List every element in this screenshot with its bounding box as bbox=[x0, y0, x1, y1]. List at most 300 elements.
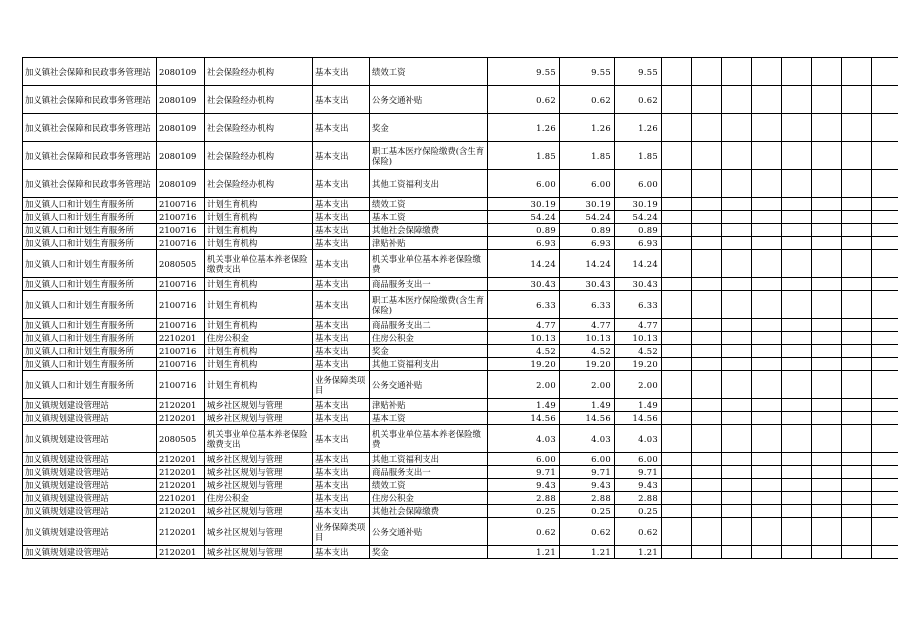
fiscal-amount-cell: 14.24 bbox=[615, 250, 662, 278]
unit-cell: 加义镇人口和计划生育服务所 bbox=[23, 198, 157, 211]
empty-cell bbox=[752, 114, 782, 142]
empty-cell bbox=[782, 291, 812, 319]
empty-cell bbox=[782, 453, 812, 466]
empty-cell bbox=[842, 518, 872, 546]
amount-cell: 6.00 bbox=[560, 170, 615, 198]
empty-cell bbox=[782, 278, 812, 291]
empty-cell bbox=[782, 224, 812, 237]
fiscal-amount-cell: 0.89 bbox=[615, 224, 662, 237]
function-category-cell: 计划生育机构 bbox=[205, 291, 313, 319]
unit-cell: 加义镇社会保障和民政事务管理站 bbox=[23, 170, 157, 198]
empty-cell bbox=[842, 250, 872, 278]
fiscal-amount-cell: 0.25 bbox=[615, 505, 662, 518]
fiscal-amount-cell: 1.26 bbox=[615, 114, 662, 142]
amount-cell: 4.77 bbox=[560, 319, 615, 332]
unit-cell: 加义镇规划建设管理站 bbox=[23, 412, 157, 425]
empty-cell bbox=[692, 170, 722, 198]
function-code-cell: 2120201 bbox=[157, 479, 205, 492]
empty-cell bbox=[842, 546, 872, 559]
empty-cell bbox=[722, 412, 752, 425]
empty-cell bbox=[692, 319, 722, 332]
empty-cell bbox=[872, 518, 898, 546]
empty-cell bbox=[812, 332, 842, 345]
expense-type-cell: 基本支出 bbox=[313, 250, 370, 278]
empty-cell bbox=[842, 466, 872, 479]
empty-cell bbox=[692, 332, 722, 345]
empty-cell bbox=[872, 425, 898, 453]
empty-cell bbox=[752, 319, 782, 332]
empty-cell bbox=[692, 291, 722, 319]
empty-cell bbox=[722, 278, 752, 291]
empty-cell bbox=[842, 114, 872, 142]
table-row bbox=[23, 170, 898, 198]
empty-cell bbox=[722, 345, 752, 358]
unit-cell: 加义镇规划建设管理站 bbox=[23, 518, 157, 546]
empty-cell bbox=[752, 518, 782, 546]
function-category-cell: 机关事业单位基本养老保险缴费支出 bbox=[205, 250, 313, 278]
total-amount-cell: 0.25 bbox=[488, 505, 560, 518]
total-amount-cell: 6.00 bbox=[488, 453, 560, 466]
empty-cell bbox=[692, 518, 722, 546]
empty-cell bbox=[722, 453, 752, 466]
function-category-cell: 社会保险经办机构 bbox=[205, 58, 313, 86]
function-code-cell: 2120201 bbox=[157, 546, 205, 559]
empty-cell bbox=[842, 278, 872, 291]
empty-cell bbox=[662, 492, 692, 505]
expense-type-cell: 基本支出 bbox=[313, 399, 370, 412]
empty-cell bbox=[842, 58, 872, 86]
table-row bbox=[23, 211, 898, 224]
expense-item-cell: 其他工资福利支出 bbox=[370, 453, 488, 466]
function-code-cell: 2080109 bbox=[157, 58, 205, 86]
fiscal-amount-cell: 2.88 bbox=[615, 492, 662, 505]
expense-type-cell: 基本支出 bbox=[313, 142, 370, 170]
amount-cell: 1.26 bbox=[560, 114, 615, 142]
total-amount-cell: 0.62 bbox=[488, 86, 560, 114]
function-code-cell: 2080505 bbox=[157, 250, 205, 278]
unit-cell: 加义镇规划建设管理站 bbox=[23, 466, 157, 479]
expense-item-cell: 奖金 bbox=[370, 345, 488, 358]
empty-cell bbox=[842, 453, 872, 466]
empty-cell bbox=[782, 114, 812, 142]
unit-cell: 加义镇规划建设管理站 bbox=[23, 505, 157, 518]
empty-cell bbox=[722, 237, 752, 250]
empty-cell bbox=[812, 466, 842, 479]
function-category-cell: 社会保险经办机构 bbox=[205, 86, 313, 114]
function-category-cell: 计划生育机构 bbox=[205, 278, 313, 291]
amount-cell: 6.93 bbox=[560, 237, 615, 250]
expense-type-cell: 基本支出 bbox=[313, 453, 370, 466]
fiscal-amount-cell: 1.21 bbox=[615, 546, 662, 559]
empty-cell bbox=[842, 224, 872, 237]
empty-cell bbox=[812, 250, 842, 278]
empty-cell bbox=[752, 237, 782, 250]
empty-cell bbox=[662, 224, 692, 237]
empty-cell bbox=[692, 466, 722, 479]
unit-cell: 加义镇规划建设管理站 bbox=[23, 492, 157, 505]
table-row bbox=[23, 198, 898, 211]
amount-cell: 0.25 bbox=[560, 505, 615, 518]
expense-type-cell: 基本支出 bbox=[313, 345, 370, 358]
expense-type-cell: 基本支出 bbox=[313, 412, 370, 425]
empty-cell bbox=[722, 224, 752, 237]
function-code-cell: 2120201 bbox=[157, 505, 205, 518]
expense-item-cell: 商品服务支出一 bbox=[370, 278, 488, 291]
empty-cell bbox=[692, 412, 722, 425]
empty-cell bbox=[812, 58, 842, 86]
empty-cell bbox=[782, 518, 812, 546]
expense-item-cell: 基本工资 bbox=[370, 211, 488, 224]
empty-cell bbox=[662, 358, 692, 371]
expense-item-cell: 其他工资福利支出 bbox=[370, 170, 488, 198]
empty-cell bbox=[872, 142, 898, 170]
expense-item-cell: 职工基本医疗保险缴费(含生育保险) bbox=[370, 142, 488, 170]
total-amount-cell: 4.77 bbox=[488, 319, 560, 332]
empty-cell bbox=[752, 345, 782, 358]
empty-cell bbox=[722, 198, 752, 211]
total-amount-cell: 14.56 bbox=[488, 412, 560, 425]
empty-cell bbox=[812, 505, 842, 518]
empty-cell bbox=[662, 466, 692, 479]
empty-cell bbox=[662, 86, 692, 114]
empty-cell bbox=[782, 86, 812, 114]
expense-item-cell: 住房公积金 bbox=[370, 332, 488, 345]
empty-cell bbox=[752, 58, 782, 86]
unit-cell: 加义镇人口和计划生育服务所 bbox=[23, 332, 157, 345]
empty-cell bbox=[782, 399, 812, 412]
empty-cell bbox=[692, 546, 722, 559]
table-row bbox=[23, 86, 898, 114]
fiscal-amount-cell: 4.03 bbox=[615, 425, 662, 453]
total-amount-cell: 1.85 bbox=[488, 142, 560, 170]
function-code-cell: 2100716 bbox=[157, 291, 205, 319]
unit-cell: 加义镇人口和计划生育服务所 bbox=[23, 278, 157, 291]
empty-cell bbox=[782, 198, 812, 211]
unit-cell: 加义镇人口和计划生育服务所 bbox=[23, 224, 157, 237]
empty-cell bbox=[722, 291, 752, 319]
empty-cell bbox=[782, 345, 812, 358]
function-category-cell: 城乡社区规划与管理 bbox=[205, 505, 313, 518]
empty-cell bbox=[842, 170, 872, 198]
unit-cell: 加义镇人口和计划生育服务所 bbox=[23, 319, 157, 332]
expense-type-cell: 基本支出 bbox=[313, 224, 370, 237]
function-code-cell: 2080109 bbox=[157, 114, 205, 142]
empty-cell bbox=[872, 399, 898, 412]
expense-type-cell: 业务保障类项目 bbox=[313, 371, 370, 399]
expense-item-cell: 公务交通补贴 bbox=[370, 86, 488, 114]
amount-cell: 54.24 bbox=[560, 211, 615, 224]
fiscal-amount-cell: 4.77 bbox=[615, 319, 662, 332]
empty-cell bbox=[662, 142, 692, 170]
expense-item-cell: 津贴补贴 bbox=[370, 237, 488, 250]
empty-cell bbox=[872, 453, 898, 466]
function-category-cell: 计划生育机构 bbox=[205, 319, 313, 332]
empty-cell bbox=[692, 58, 722, 86]
empty-cell bbox=[662, 453, 692, 466]
expense-item-cell: 商品服务支出一 bbox=[370, 466, 488, 479]
empty-cell bbox=[662, 505, 692, 518]
expense-type-cell: 基本支出 bbox=[313, 466, 370, 479]
table-row bbox=[23, 466, 898, 479]
expense-type-cell: 基本支出 bbox=[313, 86, 370, 114]
empty-cell bbox=[752, 332, 782, 345]
empty-cell bbox=[782, 371, 812, 399]
table-row bbox=[23, 345, 898, 358]
unit-cell: 加义镇规划建设管理站 bbox=[23, 453, 157, 466]
empty-cell bbox=[872, 86, 898, 114]
empty-cell bbox=[722, 371, 752, 399]
empty-cell bbox=[752, 399, 782, 412]
function-category-cell: 机关事业单位基本养老保险缴费支出 bbox=[205, 425, 313, 453]
table-row bbox=[23, 250, 898, 278]
budget-table bbox=[22, 57, 898, 559]
empty-cell bbox=[692, 358, 722, 371]
function-code-cell: 2100716 bbox=[157, 198, 205, 211]
empty-cell bbox=[782, 211, 812, 224]
function-category-cell: 计划生育机构 bbox=[205, 345, 313, 358]
table-body bbox=[23, 58, 898, 559]
empty-cell bbox=[812, 453, 842, 466]
table-row bbox=[23, 546, 898, 559]
empty-cell bbox=[872, 332, 898, 345]
expense-item-cell: 机关事业单位基本养老保险缴费 bbox=[370, 425, 488, 453]
table-row bbox=[23, 224, 898, 237]
expense-item-cell: 绩效工资 bbox=[370, 479, 488, 492]
table-row bbox=[23, 278, 898, 291]
unit-cell: 加义镇规划建设管理站 bbox=[23, 479, 157, 492]
amount-cell: 1.49 bbox=[560, 399, 615, 412]
table-row bbox=[23, 237, 898, 250]
empty-cell bbox=[722, 170, 752, 198]
empty-cell bbox=[722, 250, 752, 278]
empty-cell bbox=[872, 546, 898, 559]
function-code-cell: 2080109 bbox=[157, 86, 205, 114]
expense-item-cell: 公务交通补贴 bbox=[370, 371, 488, 399]
empty-cell bbox=[812, 399, 842, 412]
empty-cell bbox=[752, 466, 782, 479]
empty-cell bbox=[842, 479, 872, 492]
fiscal-amount-cell: 30.43 bbox=[615, 278, 662, 291]
empty-cell bbox=[722, 211, 752, 224]
function-code-cell: 2080109 bbox=[157, 142, 205, 170]
total-amount-cell: 1.21 bbox=[488, 546, 560, 559]
empty-cell bbox=[752, 453, 782, 466]
table-row bbox=[23, 114, 898, 142]
empty-cell bbox=[842, 86, 872, 114]
empty-cell bbox=[872, 479, 898, 492]
empty-cell bbox=[812, 319, 842, 332]
function-category-cell: 城乡社区规划与管理 bbox=[205, 479, 313, 492]
function-code-cell: 2120201 bbox=[157, 453, 205, 466]
empty-cell bbox=[662, 58, 692, 86]
table-row bbox=[23, 505, 898, 518]
total-amount-cell: 30.43 bbox=[488, 278, 560, 291]
empty-cell bbox=[752, 198, 782, 211]
empty-cell bbox=[812, 278, 842, 291]
function-code-cell: 2100716 bbox=[157, 371, 205, 399]
unit-cell: 加义镇人口和计划生育服务所 bbox=[23, 371, 157, 399]
empty-cell bbox=[872, 170, 898, 198]
total-amount-cell: 30.19 bbox=[488, 198, 560, 211]
unit-cell: 加义镇人口和计划生育服务所 bbox=[23, 291, 157, 319]
amount-cell: 0.89 bbox=[560, 224, 615, 237]
total-amount-cell: 54.24 bbox=[488, 211, 560, 224]
empty-cell bbox=[872, 505, 898, 518]
amount-cell: 14.24 bbox=[560, 250, 615, 278]
function-code-cell: 2120201 bbox=[157, 412, 205, 425]
expense-type-cell: 业务保障类项目 bbox=[313, 518, 370, 546]
empty-cell bbox=[752, 278, 782, 291]
function-category-cell: 城乡社区规划与管理 bbox=[205, 466, 313, 479]
empty-cell bbox=[692, 198, 722, 211]
empty-cell bbox=[722, 358, 752, 371]
expense-item-cell: 绩效工资 bbox=[370, 198, 488, 211]
unit-cell: 加义镇人口和计划生育服务所 bbox=[23, 345, 157, 358]
empty-cell bbox=[782, 492, 812, 505]
empty-cell bbox=[842, 291, 872, 319]
function-category-cell: 计划生育机构 bbox=[205, 358, 313, 371]
empty-cell bbox=[812, 492, 842, 505]
amount-cell: 1.21 bbox=[560, 546, 615, 559]
table-row bbox=[23, 412, 898, 425]
fiscal-amount-cell: 30.19 bbox=[615, 198, 662, 211]
unit-cell: 加义镇社会保障和民政事务管理站 bbox=[23, 58, 157, 86]
unit-cell: 加义镇规划建设管理站 bbox=[23, 425, 157, 453]
expense-type-cell: 基本支出 bbox=[313, 211, 370, 224]
empty-cell bbox=[812, 170, 842, 198]
empty-cell bbox=[842, 412, 872, 425]
empty-cell bbox=[722, 546, 752, 559]
total-amount-cell: 2.88 bbox=[488, 492, 560, 505]
function-code-cell: 2100716 bbox=[157, 345, 205, 358]
function-category-cell: 城乡社区规划与管理 bbox=[205, 518, 313, 546]
empty-cell bbox=[722, 332, 752, 345]
empty-cell bbox=[782, 412, 812, 425]
amount-cell: 10.13 bbox=[560, 332, 615, 345]
empty-cell bbox=[812, 211, 842, 224]
expense-type-cell: 基本支出 bbox=[313, 198, 370, 211]
empty-cell bbox=[662, 546, 692, 559]
empty-cell bbox=[842, 358, 872, 371]
empty-cell bbox=[692, 211, 722, 224]
total-amount-cell: 10.13 bbox=[488, 332, 560, 345]
function-code-cell: 2100716 bbox=[157, 224, 205, 237]
amount-cell: 0.62 bbox=[560, 518, 615, 546]
empty-cell bbox=[872, 278, 898, 291]
amount-cell: 1.85 bbox=[560, 142, 615, 170]
empty-cell bbox=[872, 466, 898, 479]
expense-item-cell: 其他社会保障缴费 bbox=[370, 505, 488, 518]
fiscal-amount-cell: 54.24 bbox=[615, 211, 662, 224]
amount-cell: 0.62 bbox=[560, 86, 615, 114]
empty-cell bbox=[872, 198, 898, 211]
empty-cell bbox=[812, 237, 842, 250]
empty-cell bbox=[812, 86, 842, 114]
total-amount-cell: 0.89 bbox=[488, 224, 560, 237]
function-category-cell: 城乡社区规划与管理 bbox=[205, 399, 313, 412]
function-category-cell: 城乡社区规划与管理 bbox=[205, 546, 313, 559]
empty-cell bbox=[872, 237, 898, 250]
empty-cell bbox=[872, 250, 898, 278]
function-code-cell: 2120201 bbox=[157, 518, 205, 546]
empty-cell bbox=[692, 142, 722, 170]
function-category-cell: 城乡社区规划与管理 bbox=[205, 453, 313, 466]
fiscal-amount-cell: 0.62 bbox=[615, 518, 662, 546]
empty-cell bbox=[692, 114, 722, 142]
table-row bbox=[23, 291, 898, 319]
empty-cell bbox=[722, 479, 752, 492]
empty-cell bbox=[662, 291, 692, 319]
amount-cell: 30.43 bbox=[560, 278, 615, 291]
empty-cell bbox=[812, 412, 842, 425]
amount-cell: 4.52 bbox=[560, 345, 615, 358]
amount-cell: 14.56 bbox=[560, 412, 615, 425]
empty-cell bbox=[722, 58, 752, 86]
empty-cell bbox=[812, 224, 842, 237]
expense-item-cell: 其他社会保障缴费 bbox=[370, 224, 488, 237]
empty-cell bbox=[812, 425, 842, 453]
function-code-cell: 2080505 bbox=[157, 425, 205, 453]
function-category-cell: 住房公积金 bbox=[205, 332, 313, 345]
empty-cell bbox=[842, 425, 872, 453]
empty-cell bbox=[842, 505, 872, 518]
expense-item-cell: 住房公积金 bbox=[370, 492, 488, 505]
table-row bbox=[23, 332, 898, 345]
total-amount-cell: 6.93 bbox=[488, 237, 560, 250]
expense-item-cell: 公务交通补贴 bbox=[370, 518, 488, 546]
expense-type-cell: 基本支出 bbox=[313, 546, 370, 559]
empty-cell bbox=[662, 518, 692, 546]
empty-cell bbox=[872, 345, 898, 358]
empty-cell bbox=[692, 345, 722, 358]
empty-cell bbox=[782, 237, 812, 250]
unit-cell: 加义镇社会保障和民政事务管理站 bbox=[23, 114, 157, 142]
fiscal-amount-cell: 10.13 bbox=[615, 332, 662, 345]
fiscal-amount-cell: 6.33 bbox=[615, 291, 662, 319]
expense-item-cell: 机关事业单位基本养老保险缴费 bbox=[370, 250, 488, 278]
function-code-cell: 2120201 bbox=[157, 466, 205, 479]
total-amount-cell: 4.52 bbox=[488, 345, 560, 358]
empty-cell bbox=[812, 546, 842, 559]
empty-cell bbox=[722, 142, 752, 170]
unit-cell: 加义镇规划建设管理站 bbox=[23, 399, 157, 412]
empty-cell bbox=[782, 466, 812, 479]
function-category-cell: 计划生育机构 bbox=[205, 224, 313, 237]
empty-cell bbox=[842, 237, 872, 250]
expense-type-cell: 基本支出 bbox=[313, 332, 370, 345]
expense-type-cell: 基本支出 bbox=[313, 237, 370, 250]
amount-cell: 30.19 bbox=[560, 198, 615, 211]
empty-cell bbox=[782, 479, 812, 492]
empty-cell bbox=[692, 250, 722, 278]
empty-cell bbox=[842, 399, 872, 412]
function-category-cell: 社会保险经办机构 bbox=[205, 170, 313, 198]
total-amount-cell: 1.49 bbox=[488, 399, 560, 412]
total-amount-cell: 9.43 bbox=[488, 479, 560, 492]
empty-cell bbox=[752, 250, 782, 278]
function-code-cell: 2100716 bbox=[157, 211, 205, 224]
empty-cell bbox=[662, 319, 692, 332]
empty-cell bbox=[872, 114, 898, 142]
amount-cell: 6.00 bbox=[560, 453, 615, 466]
fiscal-amount-cell: 4.52 bbox=[615, 345, 662, 358]
expense-type-cell: 基本支出 bbox=[313, 278, 370, 291]
empty-cell bbox=[692, 371, 722, 399]
empty-cell bbox=[692, 492, 722, 505]
unit-cell: 加义镇人口和计划生育服务所 bbox=[23, 358, 157, 371]
empty-cell bbox=[662, 198, 692, 211]
expense-type-cell: 基本支出 bbox=[313, 170, 370, 198]
